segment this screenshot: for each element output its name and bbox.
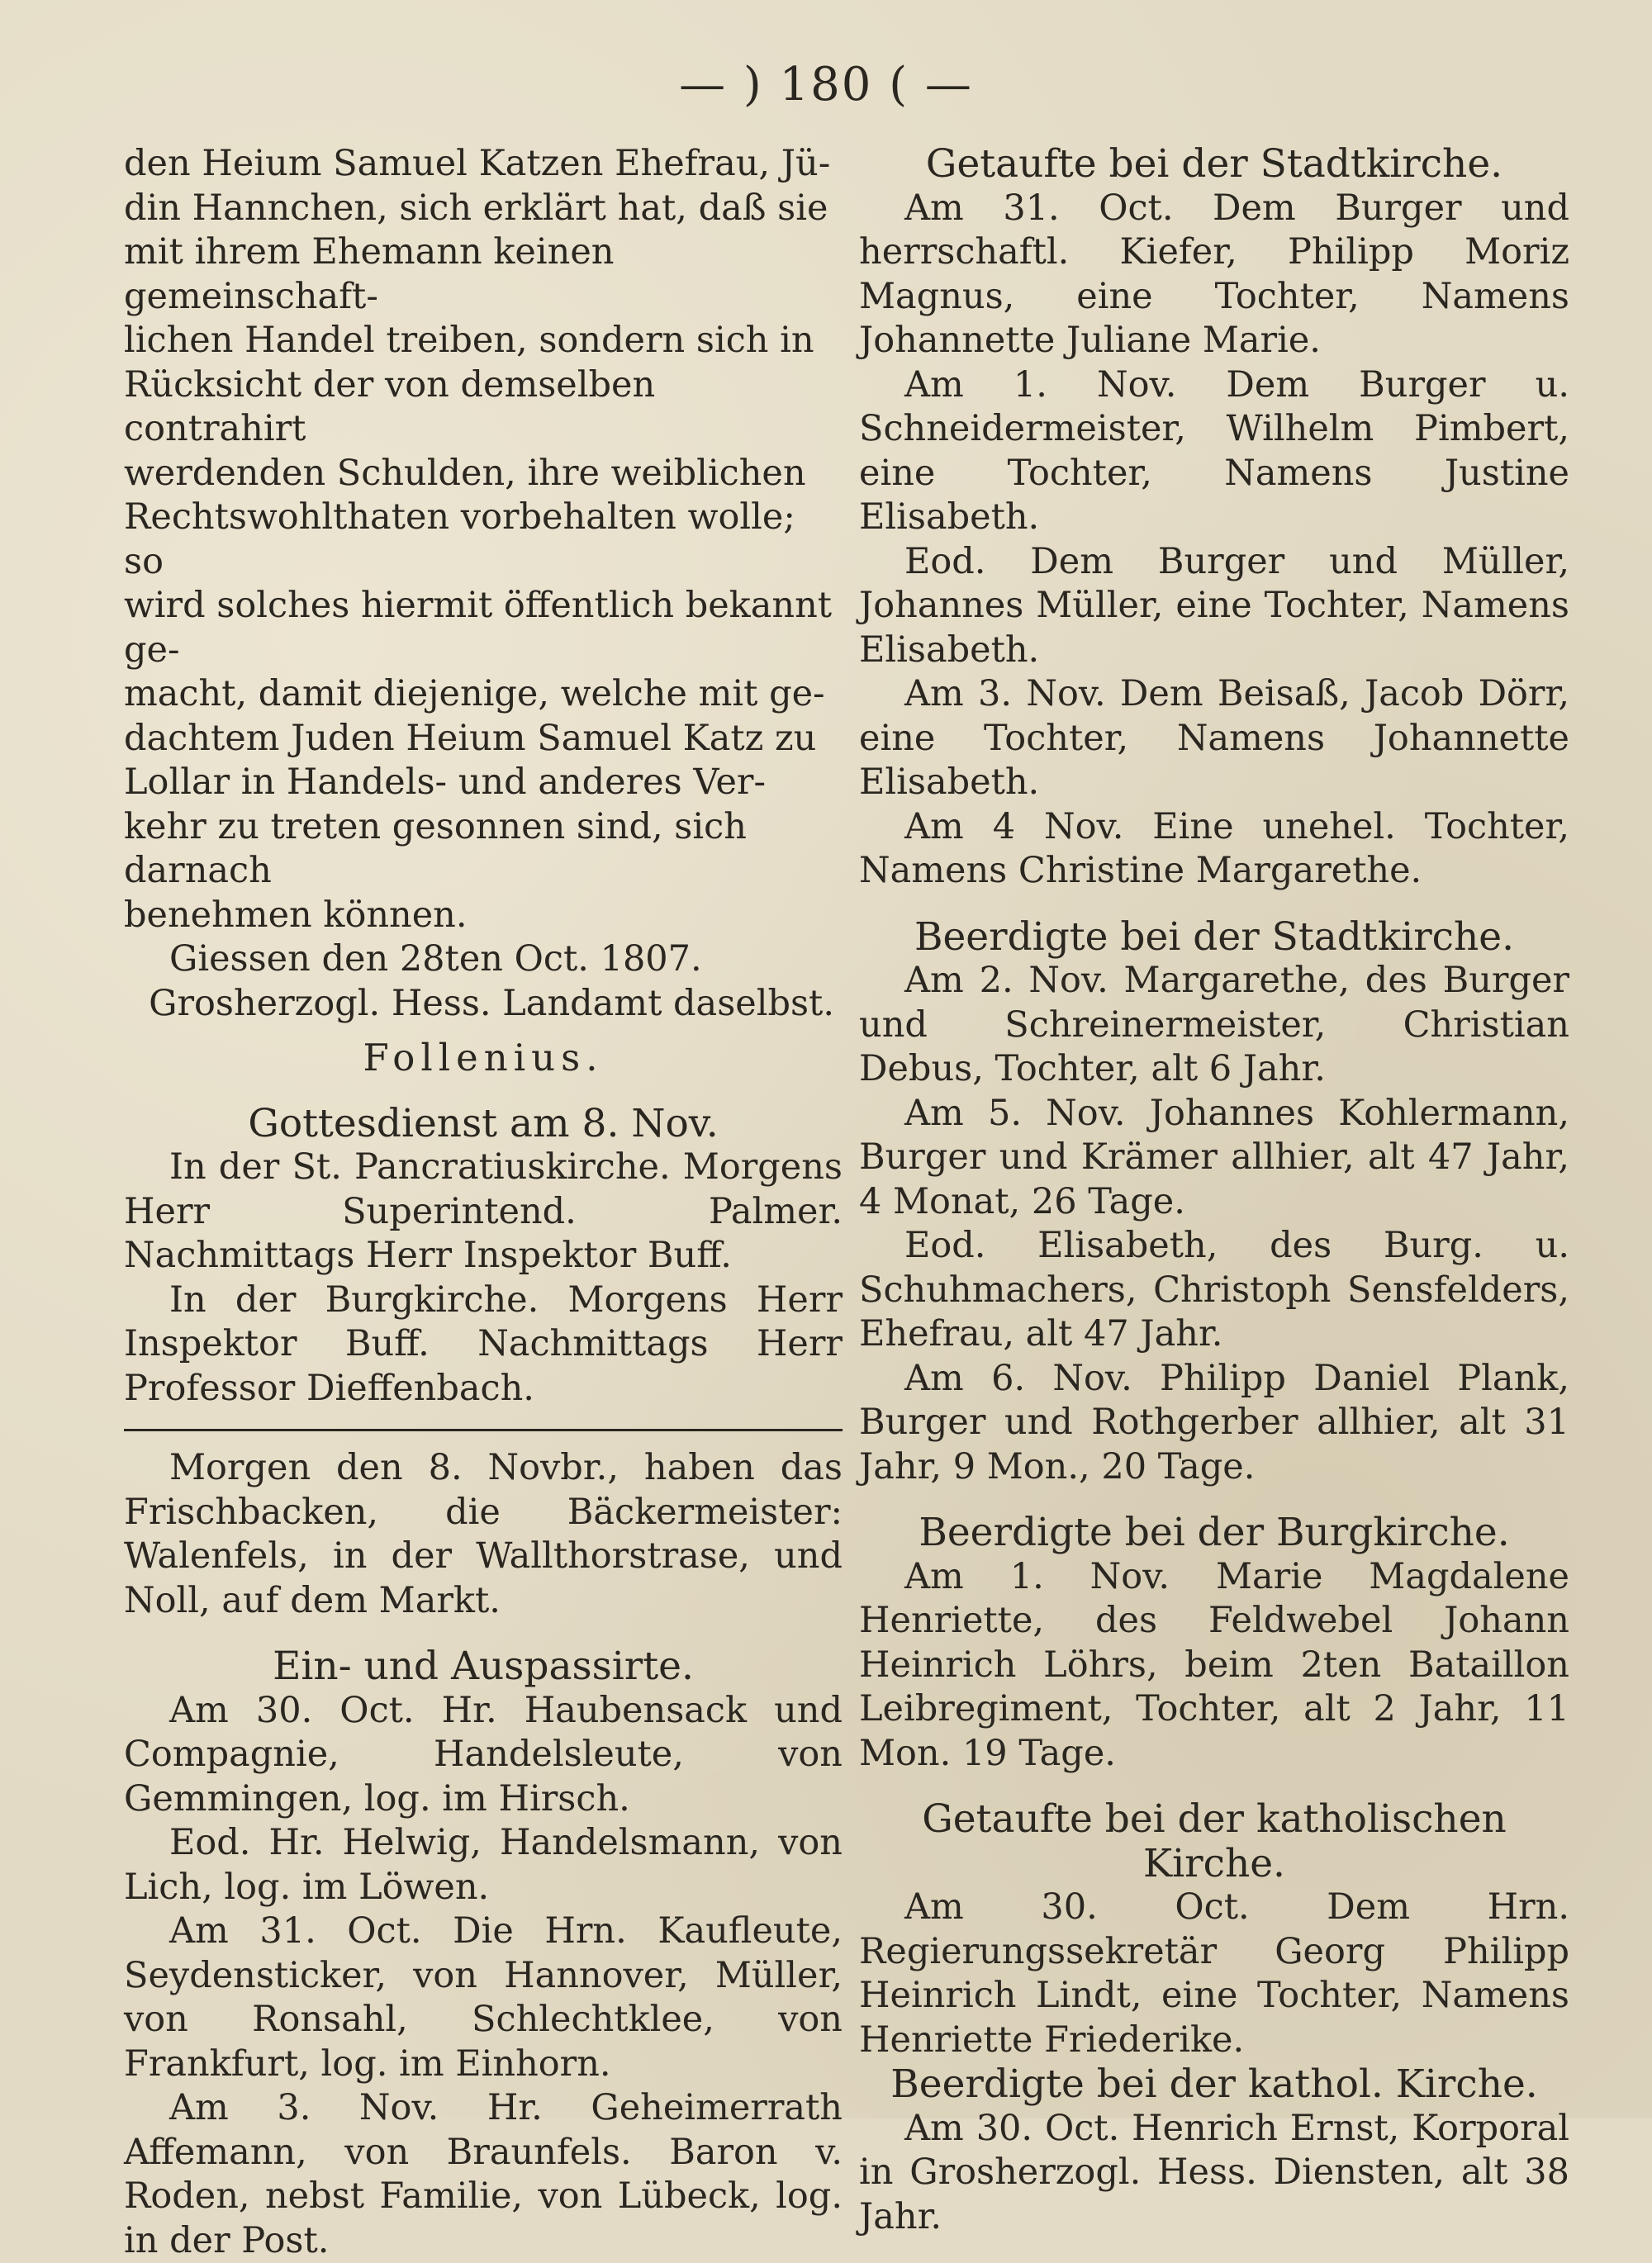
- notice-line: den Heium Samuel Katzen Ehefrau, Jü-: [124, 143, 831, 184]
- buried-castle-section: [859, 1511, 1569, 1776]
- burial-entry: Am 2. Nov. Margarethe, des Burger und Schreinermeister, Christian Debus, Tochter, alt 6 Jahr.: [859, 960, 1569, 1089]
- notice-authority: Grosherzogl. Hess. Landamt daselbst.: [149, 982, 834, 1024]
- notice-line: dachtem Juden Heium Samuel Katz zu: [124, 717, 817, 759]
- burial-entry: Am 30. Oct. Henrich Ernst, Korporal in Grosherzogl. Hess. Diensten, alt 38 Jahr.: [859, 2107, 1569, 2237]
- notice-line: Rechtswohlthaten vorbehalten wolle; so: [124, 496, 795, 582]
- notice-line: lichen Handel treiben, sondern sich in: [124, 320, 814, 361]
- notice-line: din Hannchen, sich erklärt hat, daß sie: [124, 187, 828, 229]
- baking-notice: Morgen den 8. Novbr., haben das Frischbacken, die Bäckermeister: Walenfels, in der Wallthorstrase, und Noll, auf dem Markt.: [124, 1447, 843, 1621]
- buried-castle-heading: Beerdigte bei der Burgkirche.: [919, 1510, 1510, 1555]
- notice-signature: Follenius.: [363, 1036, 604, 1079]
- section-divider: [124, 1429, 843, 1431]
- baptized-city-section: [859, 142, 1569, 894]
- baptism-entry: Am 3. Nov. Dem Beisaß, Jacob Dörr, eine Tochter, Namens Johannette Elisabeth.: [859, 673, 1569, 803]
- notice-line: kehr zu treten gesonnen sind, sich darnach: [124, 805, 747, 891]
- notice-line: wird solches hiermit öffentlich bekannt ge-: [124, 585, 833, 671]
- burial-entry: Am 5. Nov. Johannes Kohlermann, Burger und Krämer allhier, alt 47 Jahr, 4 Monat, 26 Tage.: [859, 1092, 1569, 1222]
- baptism-entry: Am 31. Oct. Dem Burger und herrschaftl. Kiefer, Philipp Moriz Magnus, eine Tochter, Namens Johannette Juliane Marie.: [859, 187, 1569, 361]
- notice-line: mit ihrem Ehemann keinen gemeinschaft-: [124, 231, 615, 317]
- notice-line: werdenden Schulden, ihre weiblichen: [124, 452, 806, 494]
- baptism-entry: Am 30. Oct. Dem Hrn. Regierungssekretär Georg Philipp Heinrich Lindt, eine Tochter, Namens Henriette Friederike.: [859, 1886, 1569, 2061]
- traveller-entry: Am 3. Nov. Hr. Geheimerrath Affemann, von Braunfels. Baron v. Roden, nebst Familie, von Lübeck, log. in der Post.: [124, 2087, 843, 2261]
- left-column: [124, 142, 843, 2263]
- worship-heading: Gottesdienst am 8. Nov.: [248, 1100, 719, 1146]
- notice-line: Rücksicht der von demselben contrahirt: [124, 363, 656, 449]
- buried-city-section: [859, 915, 1569, 1490]
- burial-entry: Am 6. Nov. Philipp Daniel Plank, Burger und Rothgerber allhier, alt 31 Jahr, 9 Mon., 20 Tage.: [859, 1357, 1569, 1487]
- traveller-entry: Am 30. Oct. Hr. Haubensack und Compagnie, Handelsleute, von Gemmingen, log. im Hirsch.: [124, 1689, 843, 1819]
- baptized-city-heading: Getaufte bei der Stadtkirche.: [925, 141, 1503, 187]
- page-number: — ) 180 ( —: [679, 58, 973, 111]
- travellers-heading: Ein- und Auspassirte.: [273, 1644, 694, 1689]
- legal-notice: [124, 142, 843, 1080]
- notice-line: Lollar in Handels- und anderes Ver-: [124, 761, 767, 803]
- notice-line: benehmen können.: [124, 894, 468, 936]
- travellers-section: [124, 1644, 843, 2263]
- buried-catholic-heading: Beerdigte bei der kathol. Kirche.: [890, 2061, 1538, 2107]
- notice-line: macht, damit diejenige, welche mit ge-: [124, 673, 825, 714]
- buried-catholic-section: [859, 2062, 1569, 2239]
- traveller-entry: Eod. Hr. Helwig, Handelsmann, von Lich, log. im Löwen.: [124, 1822, 843, 1908]
- burial-entry: Eod. Elisabeth, des Burg. u. Schuhmachers, Christoph Sensfelders, Ehefrau, alt 47 Jahr.: [859, 1225, 1569, 1354]
- worship-paragraph: In der St. Pancratiuskirche. Morgens Herr Superintend. Palmer. Nachmittags Herr Inspektor Buff.: [124, 1146, 843, 1276]
- baptism-entry: Am 1. Nov. Dem Burger u. Schneidermeister, Wilhelm Pimbert, eine Tochter, Namens Justine Elisabeth.: [859, 363, 1569, 538]
- notice-date: Giessen den 28ten Oct. 1807.: [169, 938, 702, 980]
- baptism-entry: Am 4 Nov. Eine unehel. Tochter, Namens Christine Margarethe.: [859, 805, 1569, 891]
- buried-city-heading: Beerdigte bei der Stadtkirche.: [914, 913, 1515, 960]
- baptized-catholic-heading: Getaufte bei der katholischen Kirche.: [922, 1796, 1507, 1886]
- worship-paragraph: In der Burgkirche. Morgens Herr Inspektor Buff. Nachmittags Herr Professor Dieffenbach.: [124, 1279, 843, 1409]
- worship-section: [124, 1102, 843, 1411]
- right-column: [859, 142, 1569, 2239]
- traveller-entry: Am 31. Oct. Die Hrn. Kaufleute, Seydensticker, von Hannover, Müller, von Ronsahl, Schlechtklee, von Frankfurt, log. im Einhorn.: [124, 1910, 843, 2085]
- baptism-entry: Eod. Dem Burger und Müller, Johannes Müller, eine Tochter, Namens Elisabeth.: [859, 540, 1569, 671]
- burial-entry: Am 1. Nov. Marie Magdalene Henriette, des Feldwebel Johann Heinrich Löhrs, beim 2ten Bataillon Leibregiment, Tochter, alt 2 Jahr, 11 Mon. 19 Tage.: [859, 1555, 1569, 1774]
- baptized-catholic-section: [859, 1797, 1569, 2062]
